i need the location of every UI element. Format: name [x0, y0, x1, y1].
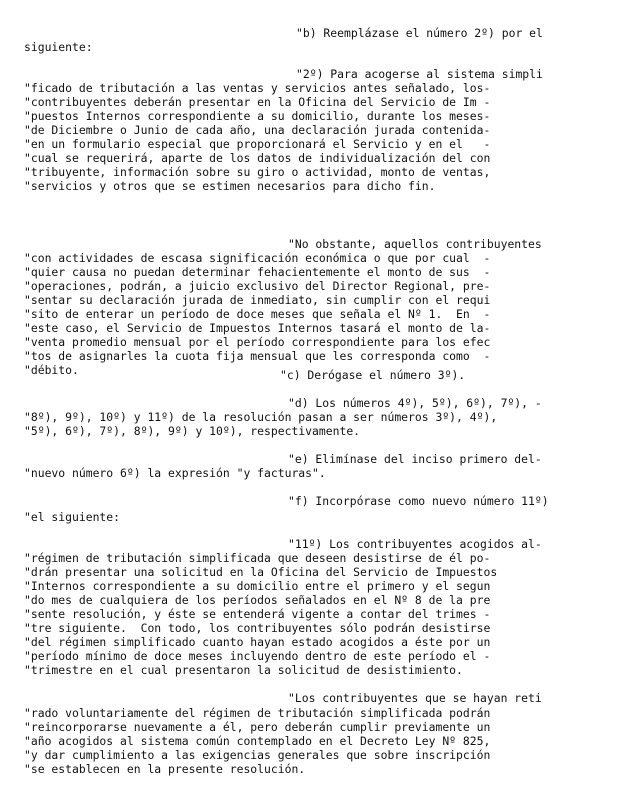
paragraph-line: "este caso, el Servicio de Impuestos Internos tasará el monto de la- — [24, 321, 491, 335]
paragraph-line: "tre siguiente. Con todo, los contribuyentes sólo podrán desistirse — [24, 621, 491, 635]
paragraph-line: "con actividades de escasa significación económica o que por cual - — [24, 251, 491, 265]
paragraph-line: "puestos Internos correspondiente a su domicilio, durante los meses- — [24, 109, 491, 123]
paragraph-line: "2º) Para acogerse al sistema simpli — [296, 67, 543, 81]
paragraph-line: "Los contribuyentes que se hayan reti — [288, 691, 542, 705]
paragraph-line: "servicios y otros que se estimen necesarios para dicho fin. — [24, 179, 436, 193]
heading-f: "f) Incorpórase como nuevo número 11º) — [288, 494, 549, 508]
heading-b-cont: siguiente: — [24, 40, 93, 54]
paragraph-line: "año acogidos al sistema común contemplado en el Decreto Ley Nº 825, — [24, 734, 491, 748]
paragraph-line: "en un formulario especial que proporcionará el Servicio y en el - — [24, 137, 491, 151]
paragraph-line: "tribuyente, información sobre su giro o actividad, monto de ventas, — [24, 165, 491, 179]
paragraph-line: "reincorporarse nuevamente a él, pero deberán cumplir previamente un — [24, 720, 491, 734]
paragraph-line: "trimestre en el cual presentaron la solicitud de desistimiento. — [24, 663, 463, 677]
paragraph-line: "y dar cumplimiento a las exigencias generales que sobre inscripción — [24, 748, 491, 762]
paragraph-line: "do mes de cualquiera de los períodos señalados en el Nº 8 de la pre — [24, 593, 491, 607]
heading-f-cont: "el siguiente: — [24, 510, 121, 524]
heading-c: "c) Derógase el número 3º). — [280, 368, 466, 382]
paragraph-line: "se establecen en la presente resolución. — [24, 762, 306, 776]
paragraph-line: "quier causa no puedan determinar fehacientemente el monto de sus - — [24, 265, 491, 279]
paragraph-line: "No obstante, aquellos contribuyentes — [288, 237, 542, 251]
paragraph-line: "tos de asignarles la cuota fija mensual que les corresponda como - — [24, 349, 491, 363]
paragraph-line: "del régimen simplificado cuanto hayan estado acogidos a éste por un — [24, 635, 491, 649]
paragraph-line: "drán presentar una solicitud en la Oficina del Servicio de Impuestos — [24, 565, 498, 579]
paragraph-line: "d) Los números 4º), 5º), 6º), 7º), - — [288, 396, 542, 410]
paragraph-line: "de Diciembre o Junio de cada año, una declaración jurada contenida- — [24, 123, 491, 137]
paragraph-line: "nuevo número 6º) la expresión "y facturas". — [24, 466, 326, 480]
paragraph-line: "venta promedio mensual por el período correspondiente para los efec — [24, 335, 491, 349]
paragraph-line: "8º), 9º), 10º) y 11º) de la resolución pasan a ser números 3º), 4º), — [24, 410, 498, 424]
paragraph-line: "sentar su declaración jurada de inmediato, sin cumplir con el requi — [24, 293, 491, 307]
paragraph-line: "ficado de tributación a las ventas y servicios antes señalado, los- — [24, 81, 491, 95]
paragraph-line: "e) Elimínase del inciso primero del- — [288, 452, 542, 466]
paragraph-line: "régimen de tributación simplificada que deseen desistirse de él po- — [24, 551, 491, 565]
paragraph-line: "contribuyentes deberán presentar en la Oficina del Servicio de Im - — [24, 95, 491, 109]
paragraph-line: "sito de enterar un período de doce meses que señala el Nº 1. En - — [24, 307, 491, 321]
paragraph-line: "operaciones, podrán, a juicio exclusivo del Director Regional, pre- — [24, 279, 491, 293]
heading-b: "b) Reemplázase el número 2º) por el — [296, 26, 543, 40]
paragraph-line: "débito. — [24, 363, 79, 377]
paragraph-line: "cual se requerirá, aparte de los datos de individualización del con — [24, 151, 491, 165]
paragraph-line: "11º) Los contribuyentes acogidos al- — [288, 537, 542, 551]
paragraph-line: "sente resolución, y éste se entenderá vigente a contar del trimes - — [24, 607, 491, 621]
paragraph-line: "rado voluntariamente del régimen de tributación simplificada podrán — [24, 706, 491, 720]
paragraph-line: "5º), 6º), 7º), 8º), 9º) y 10º), respectivamente. — [24, 424, 361, 438]
paragraph-line: "período mínimo de doce meses incluyendo dentro de este período el - — [24, 649, 491, 663]
paragraph-line: "Internos correspondiente a su domicilio entre el primero y el segun — [24, 579, 491, 593]
